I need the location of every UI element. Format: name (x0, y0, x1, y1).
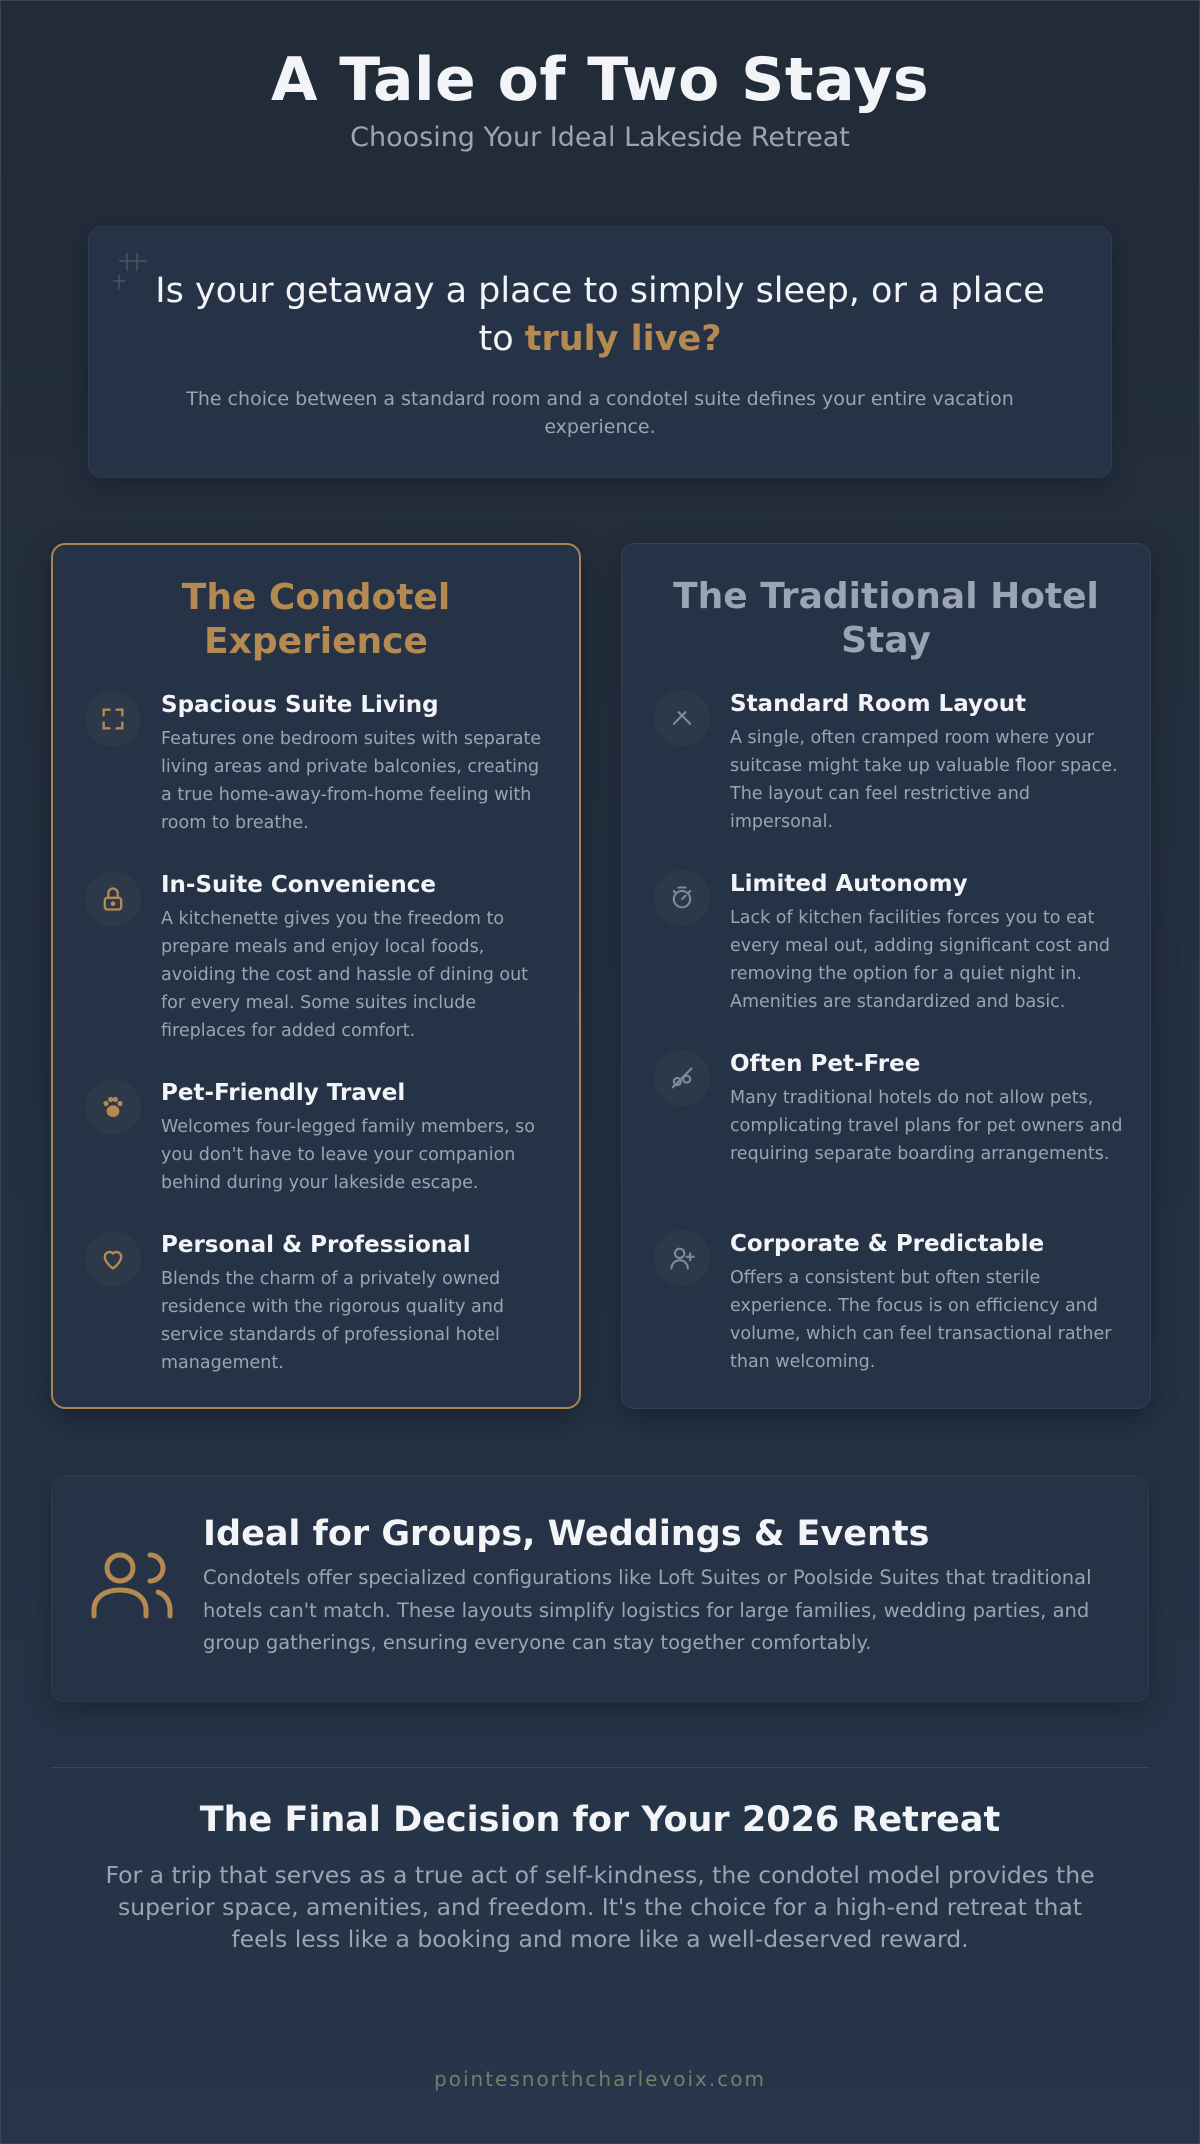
groups-desc: Condotels offer specialized configurations like Loft Suites or Poolside Suites that traditional hotels can't match. These layouts simplify logistics for large families, wedding parties, and group gatherings, ensuring everyone can stay together comfortably. (203, 1566, 1092, 1654)
sparkle-decoration-icon (113, 249, 157, 293)
question-card (88, 226, 1112, 478)
feature-desc: A kitchenette gives you the freedom to prepare meals and enjoy local foods, avoiding the cost and hassle of dining out for every meal. Some suites include fireplaces for added comfort. (161, 909, 529, 1041)
feature-desc: Lack of kitchen facilities forces you to eat every meal out, adding significant cost and removing the option for a quiet night in. Amenities are standardized and basic. (730, 908, 1111, 1012)
feature-title: Limited Autonomy (730, 871, 968, 897)
timer-icon (654, 870, 710, 926)
hotel-card (621, 543, 1151, 1409)
users-icon (90, 1550, 174, 1622)
no-pets-icon (654, 1050, 710, 1106)
question-subtext: The choice between a standard room and a condotel suite defines your entire vacation experience. (186, 388, 1014, 438)
condotel-card (51, 543, 581, 1409)
question-text (149, 267, 1051, 363)
page-header (0, 40, 1200, 153)
feature-desc: Many traditional hotels do not allow pets, complicating travel plans for pet owners and requiring separate boarding arrangements. (730, 1088, 1123, 1164)
question-highlight: truly live? (524, 319, 722, 359)
feature-title: Personal & Professional (161, 1232, 471, 1258)
feature-title: Pet-Friendly Travel (161, 1080, 406, 1106)
expand-icon (85, 691, 141, 747)
feature-desc: Offers a consistent but often sterile experience. The focus is on efficiency and volume, which can feel transactional rather than welcoming. (730, 1268, 1112, 1372)
final-title: The Final Decision for Your 2026 Retreat (199, 1800, 1001, 1840)
feature-title: Spacious Suite Living (161, 692, 439, 718)
feature-title: Standard Room Layout (730, 691, 1027, 717)
hotel-title: The Traditional Hotel Stay (673, 576, 1099, 661)
groups-title: Ideal for Groups, Weddings & Events (203, 1514, 930, 1554)
final-text: For a trip that serves as a true act of self-kindness, the condotel model provides the superior space, amenities, and freedom. It's the choice for a high-end retreat that feels less like a booking and more like a well-deserved reward. (105, 1861, 1095, 1953)
page-subtitle: Choosing Your Ideal Lakeside Retreat (350, 122, 850, 153)
feature-title: Often Pet-Free (730, 1051, 921, 1077)
section-divider (51, 1767, 1149, 1768)
feature-desc: Blends the charm of a privately owned residence with the rigorous quality and service standards of professional hotel management. (161, 1269, 504, 1373)
feature-desc: A single, often cramped room where your suitcase might take up valuable floor space. The layout can feel restrictive and impersonal. (730, 728, 1118, 832)
paw-icon (85, 1079, 141, 1135)
feature-desc: Welcomes four-legged family members, so you don't have to leave your companion behind during your lakeside escape. (161, 1117, 535, 1193)
final-section (51, 1797, 1149, 1955)
condotel-title: The Condotel Experience (181, 577, 451, 662)
feature-title: In-Suite Convenience (161, 872, 437, 898)
groups-card (51, 1475, 1149, 1702)
lock-icon (85, 871, 141, 927)
cramped-icon (654, 690, 710, 746)
feature-desc: Features one bedroom suites with separate living areas and private balconies, creating a true home-away-from-home feeling with room to breathe. (161, 729, 542, 833)
page-title: A Tale of Two Stays (270, 45, 930, 115)
question-text-main: Is your getaway a place to simply sleep, or a place to (155, 271, 1045, 359)
footer-site: pointesnorthcharlevoix.com (434, 2067, 766, 2091)
heart-icon (85, 1231, 141, 1287)
feature-title: Corporate & Predictable (730, 1231, 1045, 1257)
user-plus-icon (654, 1230, 710, 1286)
